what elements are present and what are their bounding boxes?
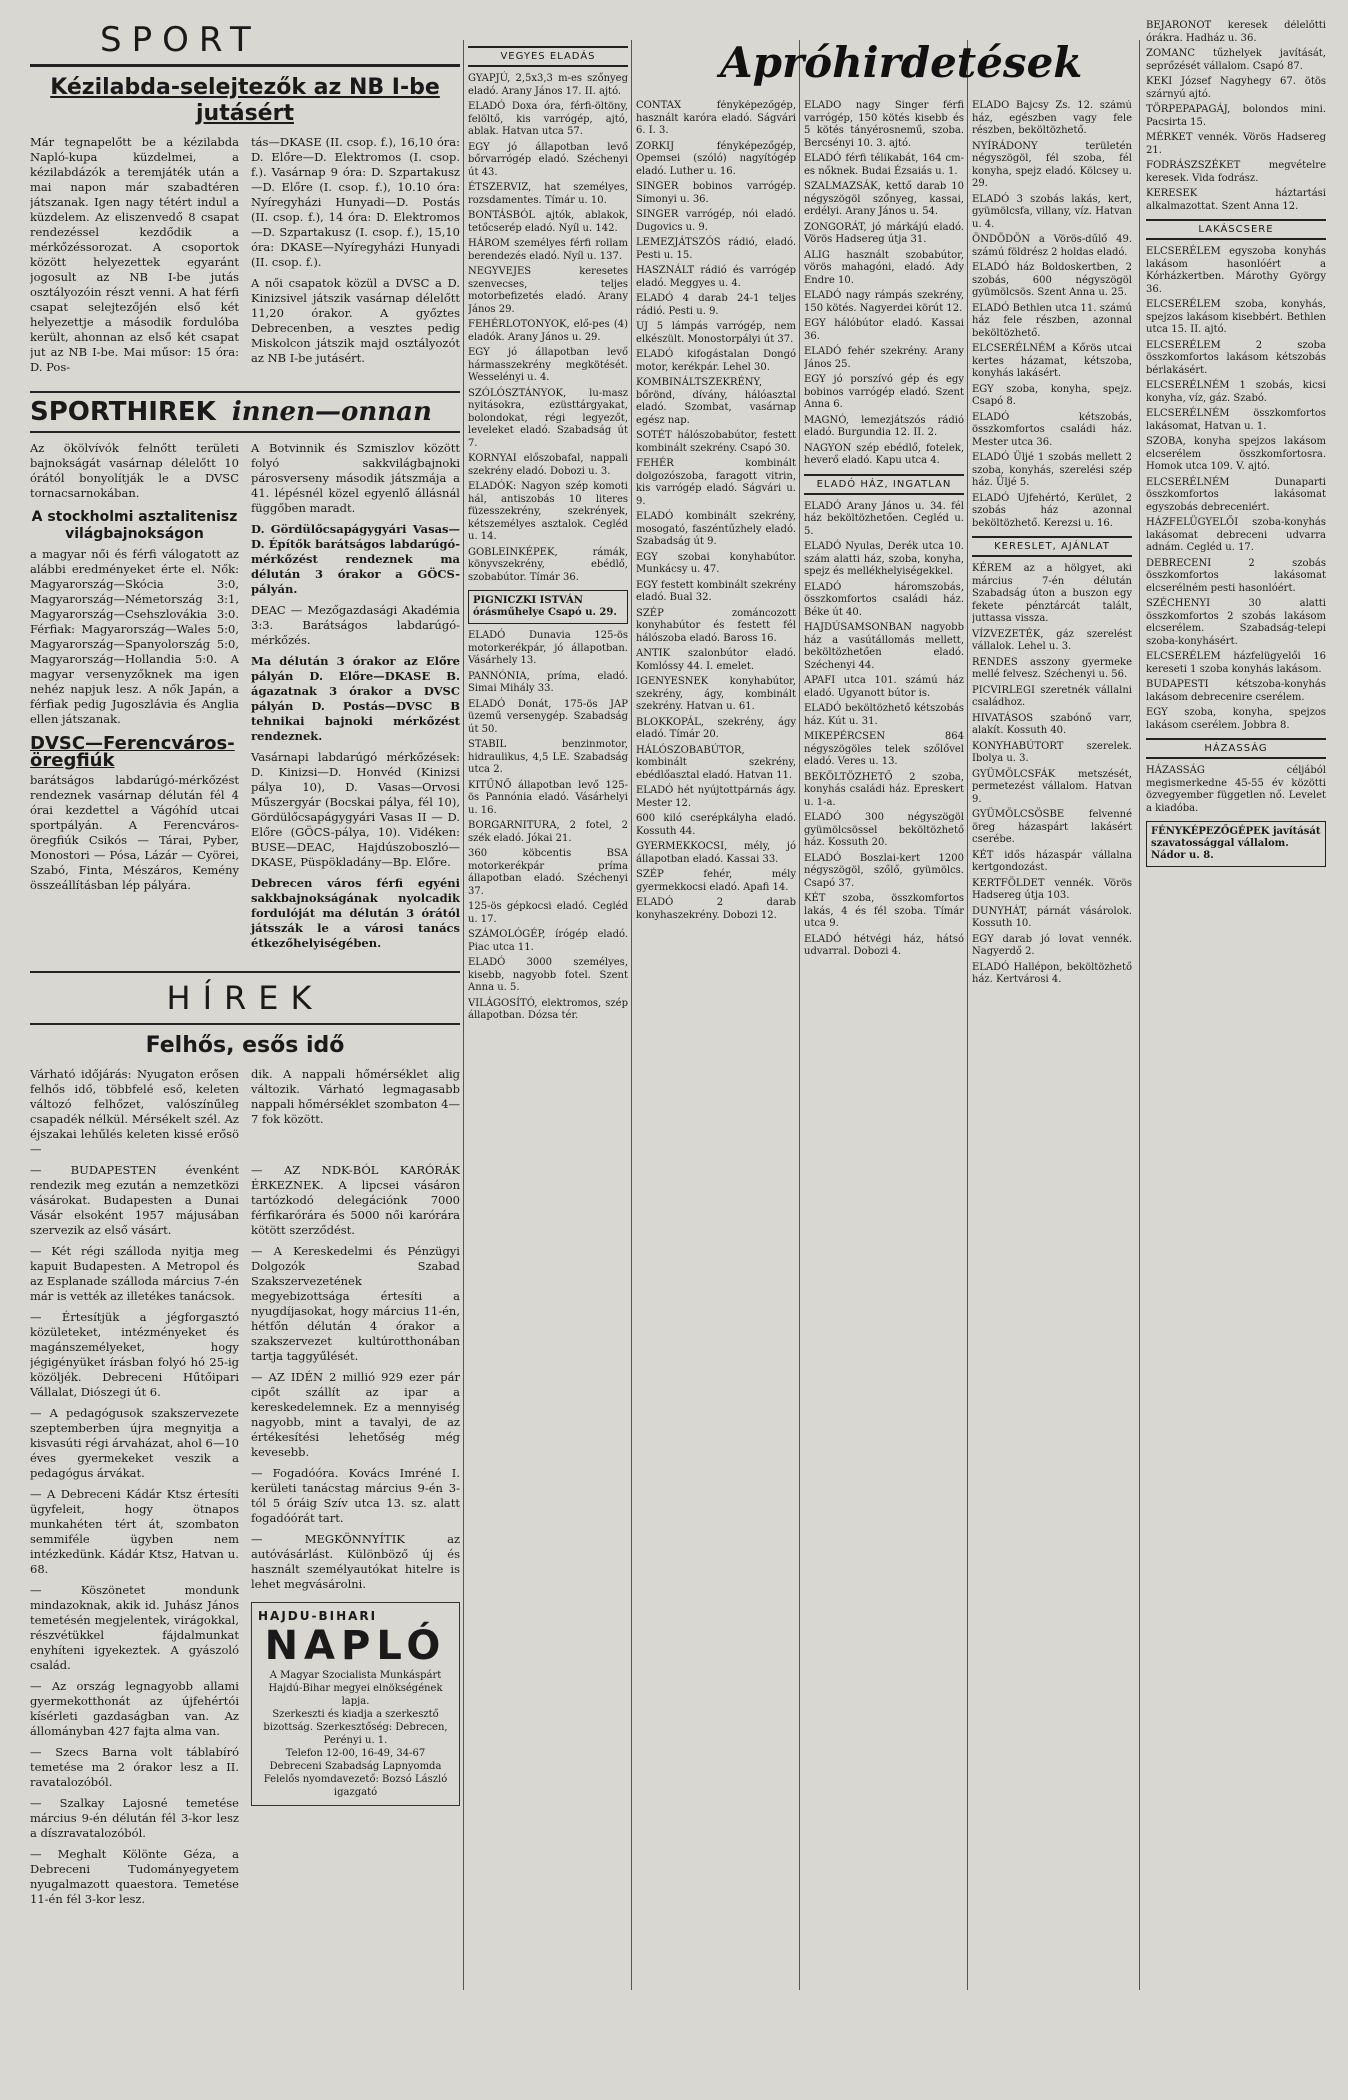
ads-column-c xyxy=(804,100,964,2100)
cat-haz: ELADÓ HÁZ, INGATLAN xyxy=(804,474,964,495)
ad-item: KONYHABÚTORT szerelek. Ibolya u. 3. xyxy=(972,740,1132,764)
ad-item: ÖNDÖDÖN a Vörös-dűlő 49. számú földrész 2 holdas eladó. xyxy=(972,234,1132,258)
hirek-left-item: — BUDAPESTEN évenként rendezik meg ezután a nemzetközi vásárokat. Budapesten a Dunai Vásár elsoként 1957 májusában szervezik az első vásárt. xyxy=(30,1163,239,1237)
masthead-info: Szerkeszti és kiadja a szerkesztő bizottság. Szerkesztőség: Debrecen, Perényi u. 1. xyxy=(263,1709,448,1746)
ad-item: ELADÓ Bethlen utca 11. számú ház fele részben, azonnal beköltözhető. xyxy=(972,302,1132,339)
ad-item: ELADÓ Arany János u. 34. fél ház beköltözhetően. Cegléd u. 5. xyxy=(804,500,964,537)
ad-item: ELADÓ kifogástalan Dongó motor, kerékpár. Lehel 30. xyxy=(636,349,796,373)
sport-section-title: SPORT xyxy=(30,0,460,67)
ad-item: ELADÓ Üljé 1 szobás mellett 2 szoba, konyhás, szerelési szép ház. Üljé 5. xyxy=(972,452,1132,488)
ads-column-e xyxy=(1146,20,1326,2020)
ad-item: ELCSERÉLNÉM 1 szobás, kicsi konyha, víz, gáz. Szabó. xyxy=(1146,380,1326,404)
ad-item: SOTÉT hálószobabútor, festett kombinált szekrény. Csapó 30. xyxy=(636,430,796,454)
ad-item: 360 köbcentis BSA motorkerékpár príma állapotban eladó. Széchenyi 37. xyxy=(468,848,628,897)
ad-item: SZÉP fehér, mély gyermekkocsi eladó. Apafi 14. xyxy=(636,869,796,893)
boxed-ad: PIGNICZKI ISTVÁN órásműhelye Csapó u. 29. xyxy=(468,590,628,624)
cat-hazassag: HÁZASSÁG xyxy=(1146,738,1326,759)
ad-item: DEBRECENI 2 szobás összkomfortos lakásomat elcserélném pesti hasonlóért. xyxy=(1146,557,1326,594)
masthead-title: NAPLÓ xyxy=(264,1623,447,1669)
boxed-ad: FÉNYKÉPEZŐGÉPEK javítását szavatossággal vállalom. Nádor u. 8. xyxy=(1146,821,1326,867)
ads-column-b xyxy=(636,100,796,2100)
hirek-left-item: — Két régi szálloda nyitja meg kapuit Budapesten. A Metropol és az Esplanade szálloda március 7-én már is vették az illetékes tanácsok. xyxy=(30,1244,239,1303)
ad-item: GYÜMÖLCSFÁK metszését, permetezést vállalom. Hatvan 9. xyxy=(972,768,1132,805)
ad-item: GYERMEKKOCSI, mély, jó állapotban eladó. Kassai 33. xyxy=(636,841,796,865)
ad-item: 125-ös gépkocsi eladó. Cegléd u. 17. xyxy=(468,901,628,925)
masthead-pre: HAJDU-BIHARI xyxy=(258,1609,378,1623)
ad-item: HÁZASSÁG céljából megismerkedne 45-55 év közötti özvegyember független nő. Levelet a kiadóba. xyxy=(1146,765,1326,814)
sporthirek-title: SPORTHIREK innen—onnan xyxy=(30,391,460,433)
sport-headline: Kézilabda-selejtezők az NB I-be jutásért xyxy=(50,75,440,126)
hirek-right-item: — MEGKÖNNYÍTIK az autóvásárlást. Különböző új és használt személyautókat hitelre is lehet megvásárolni. xyxy=(251,1532,460,1591)
ad-item: FEHÉR kombinált dolgozószoba, faragott vitrin, kis varrógép eladó. Ságvári u. 9. xyxy=(636,458,796,507)
ad-item: ELADÓK: Nagyon szép komoti hál, antiszobás 10 literes füzesszekrény, szekrények, kétszemélyes asztalok. Cegléd u. 14. xyxy=(468,481,628,542)
ad-item: KERESEK háztartási alkalmazottat. Szent Anna 12. xyxy=(1146,188,1326,212)
masthead-info: Felelős nyomdavezető: Bozsó László igazgató xyxy=(263,1774,448,1798)
hirek-right-item: — AZ IDÉN 2 millió 929 ezer pár cipőt szállít az ipar a kereskedelemnek. Ez a mennyiség nagyobb, mint a tavalyi, de az értékesítési lehetőség még kevesebb. xyxy=(251,1370,460,1459)
hirek-left-item: — A Debreceni Kádár Ktsz értesíti ügyfeleit, hogy ötnapos munkahéten tért át, szombaton semmiféle ügyben nem intézkedünk. Kádár Ktsz, Hatvan u. 68. xyxy=(30,1487,239,1576)
ad-item: SZOBA, konyha spejzos lakásom elcserélem összkomfortosra. Homok utca 109. V. ajtó. xyxy=(1146,436,1326,472)
ad-item: RENDES asszony gyermeke mellé felvesz. Széchenyi u. 56. xyxy=(972,656,1132,680)
ad-item: STABIL benzinmotor, hidraulikus, 4,5 LE. Szabadság utca 2. xyxy=(468,739,628,775)
sporthirek-r5: Vasárnapi labdarúgó mérkőzések: D. Kinizsi—D. Honvéd (Kinizsi pálya 10), D. Vasas—Orvosi Műszergyár (Bocskai pálya, fél 10), Gördülőcsapágygyári Vasas II — D. Előre (GÖCS-pálya, 10). Vidéken: BUSE—DEAC, Hajdúszoboszló—DKASE, Püspökladány—Bp. Előre. xyxy=(251,750,460,869)
ad-item: ELADÓ 4 darab 24-1 teljes rádió. Pesti u. 9. xyxy=(636,293,796,317)
hirek-left-item: — Értesítjük a jégforgasztó közületeket, intézményeket és magánszemélyeket, hogy jégigényüket írásban folyó hó 25-ig közöljék. Debreceni Hűtőipari Vállalat, Diószegi út 6. xyxy=(30,1310,239,1399)
ad-item: 600 kiló cserépkályha eladó. Kossuth 44. xyxy=(636,813,796,837)
hirek-right-item: — Fogadóóra. Kovács Imréné I. kerületi tanácstag március 9-én 3-tól 5 óráig Szív utca 13. sz. alatt fogadóórát tart. xyxy=(251,1466,460,1525)
ad-item: EGY festett kombinált szekrény eladó. Bual 32. xyxy=(636,579,796,603)
ad-item: KITŰNŐ állapotban levő 125-ös Pannónia eladó. Vásárhelyi u. 16. xyxy=(468,779,628,816)
sporthirek-r1: A Botvinnik és Szmiszlov között folyó sakkvilágbajnoki párosverseny második játszmája a 41. lépésnél közel egyenlő állásnál függőben maradt. xyxy=(251,441,460,515)
column-divider xyxy=(1139,40,1140,1990)
ad-item: ELADÓ Bajcsy Zs. 12. számú ház, egészben vagy fele részben, beköltözhető. xyxy=(972,100,1132,136)
ad-item: SINGER varrógép, nói eladó. Dugovics u. 9. xyxy=(636,209,796,233)
sport-article xyxy=(30,135,460,381)
ad-item: KERTFÖLDET vennék. Vörös Hadsereg útja 103. xyxy=(972,877,1132,901)
ad-item: ELADÓ Donát, 175-ös JAP üzemű versenygép. Szabadság út 50. xyxy=(468,698,628,735)
ad-item: GYAPJÚ, 2,5x3,3 m-es szőnyeg eladó. Arany János 17. II. ajtó. xyxy=(468,73,628,97)
ad-item: ELADÓ Nyulas, Derék utca 10. szám alatti ház, szoba, konyha, spejz és mellékhelyiségekkel. xyxy=(804,541,964,577)
ad-item: BUDAPESTI kétszoba-konyhás lakásom debrecenire cserélem. xyxy=(1146,679,1326,703)
ads-column-d xyxy=(972,100,1132,2100)
ad-item: DUNYHÁT, párnát vásárolok. Kossuth 10. xyxy=(972,905,1132,929)
ad-item: ELADÓ beköltözhető kétszobás ház. Kút u. 31. xyxy=(804,703,964,727)
weather-left: Várható időjárás: Nyugaton erősen felhős idő, többfelé eső, keleten változó felhőzet, valószínűleg csapadék nélkül. Mérsékelt szél. Az éjszakai lehűlés keleten kissé erősö— xyxy=(30,1067,239,1156)
column-divider xyxy=(967,40,968,1990)
ad-item: ELADÓ hét nyújtottpárnás ágy. Mester 12. xyxy=(636,785,796,809)
ad-item: ZORKIJ fényképezőgép, Opemsei (szóló) nagyítógép eladó. Luther u. 16. xyxy=(636,140,796,177)
ad-item: FODRÁSZSZÉKET megvételre keresek. Vida fodrász. xyxy=(1146,160,1326,184)
ad-item: ELADÓ hétvégi ház, hátsó udvarral. Dobozi 4. xyxy=(804,933,964,957)
ad-item: ELADÓ Hallépon, beköltözhető ház. Kertvárosi 4. xyxy=(972,961,1132,985)
ad-item: NEGYVEJES keresetes szenvecses, teljes motorbefizetés eladó. Arany János 29. xyxy=(468,266,628,315)
ad-item: EGY jó állapotban levő hármasszekrény megkötését. Wesselényi u. 4. xyxy=(468,347,628,383)
hirek-left-item: — Meghalt Kölönte Géza, a Debreceni Tudományegyetem nyugalmazott quaestora. Temetése 11-én fél 3-kor lesz. xyxy=(30,1847,239,1906)
hirek-left-item: — A pedagógusok szakszervezete szeptemberben újra megnyitja a kisvasúti régi árvaházat, ahol 6—10 éves gyermekeket veszik a pedagógus árvákat. xyxy=(30,1406,239,1480)
ad-item: ELCSERÉLNÉM a Kőrös utcai kertes házamat, kétszoba, konyhás lakásért. xyxy=(972,343,1132,379)
ad-item: VILÁGOSÍTÓ, elektromos, szép állapotban. Dózsa tér. xyxy=(468,997,628,1021)
masthead-info: A Magyar Szocialista Munkáspárt Hajdú-Bihar megyei elnökségének lapja. xyxy=(268,1670,443,1707)
ad-item: TÖRPEPAPAGÁJ, bolondos mini. Pacsirta 15. xyxy=(1146,104,1326,128)
masthead-info: Telefon 12-00, 16-49, 34-67 xyxy=(285,1748,426,1759)
hirek-left-item: — Szecs Barna volt táblabíró temetése ma 2 órakor lesz a II. ravatalozóból. xyxy=(30,1745,239,1789)
sporthirek-h1: A stockholmi asztalitenisz világbajnokságon xyxy=(31,509,238,542)
hirek-items xyxy=(30,1163,460,1913)
ad-item: EGY szoba, konyha, spejz. Csapó 8. xyxy=(972,383,1132,407)
ad-item: UJ 5 lámpás varrógép, nem elkészült. Monostorpályi út 37. xyxy=(636,321,796,345)
ad-item: KÉREM az a hölgyet, aki március 7-én délután Szabadság úton a buszon egy fekete pénztárcát talált, juttassa vissza. xyxy=(972,563,1132,624)
column-divider xyxy=(463,40,464,1990)
ad-item: ELADÓ Ujfehértó, Kerület, 2 szobás ház azonnal beköltözhető. Kerezsi u. 16. xyxy=(972,492,1132,529)
sport-column xyxy=(30,0,460,2000)
ad-item: GYÜMÖLCSÖSBE felvenné öreg házaspárt lakásért cserébe. xyxy=(972,809,1132,845)
sporthirek-body xyxy=(30,441,460,957)
masthead-info: Debreceni Szabadság Lapnyomda xyxy=(269,1761,442,1772)
ad-item: ALIG használt szobabútor, vörös mahagóni, eladó. Ady Endre 10. xyxy=(804,249,964,286)
ad-item: SZÉP zománcozott konyhabútor és festett fél hálószoba eladó. Baross 16. xyxy=(636,607,796,644)
ad-item: EGY szobai konyhabútor. Munkácsy u. 47. xyxy=(636,551,796,575)
ad-item: KOMBINÁLTSZEKRÉNY, bőrönd, dívány, hálóasztal eladó. Szombat, vasárnap egész nap. xyxy=(636,377,796,426)
cat-lakas: LAKÁSCSERE xyxy=(1146,219,1326,240)
ad-item: ANTIK szalonbútor eladó. Komlóssy 44. I. emelet. xyxy=(636,648,796,672)
ad-item: MAGNÓ, lemezjátszós rádió eladó. Burgundia 12. II. 2. xyxy=(804,414,964,438)
ad-item: KORNYAI előszobafal, nappali szekrény eladó. Dobozi u. 3. xyxy=(468,453,628,477)
sporthirek-r4: Ma délután 3 órakor az Előre pályán D. Előre—DKASE B. ágazatnak 3 órakor a DVSC pályán D. Postás—DVSC B tehnikai bajnoki mérkőzést rendeznek. xyxy=(251,654,460,743)
hirek-right-item: — AZ NDK-BÓL KARÓRÁK ÉRKEZNEK. A lipcsei vásáron tartózkodó delegációnk 7000 férfikarórára és 5000 női karórára kötött szerződést. xyxy=(251,1163,460,1237)
ad-item: ZONGORÁT, jó márkájú eladó. Vörös Hadsereg útja 31. xyxy=(804,221,964,245)
sporthirek-r6: Debrecen város férfi egyéni sakkbajnokságának nyolcadik fordulóját ma délután 3 órától játsszák le a városi tanács étkezőhelyiségében. xyxy=(251,876,460,950)
ad-item: HÁZFELÜGYELŐI szoba-konyhás lakásomat debreceni udvarra adnám. Cegléd u. 17. xyxy=(1146,517,1326,553)
ad-item: ELADÓ 3 szobás lakás, kert, gyümölcsfa, villany, víz. Hatvan u. 4. xyxy=(972,193,1132,230)
sporthirek-r3: DEAC — Mezőgazdasági Akadémia 3:3. Barátságos labdarúgó-mérkőzés. xyxy=(251,603,460,647)
ad-item: SINGER bobinos varrógép. Simonyi u. 36. xyxy=(636,181,796,205)
ad-item: IGENYESNEK konyhabútor, szekrény, ágy, kombinált szekrény. Hatvan u. 61. xyxy=(636,676,796,712)
hirek-left-item: — Köszönetet mondunk mindazoknak, akik id. Juhász János temetésén megjelentek, virágokkal, részvétükkel fájdalmunkat enyhíteni igyekeztek. A gyászoló család. xyxy=(30,1583,239,1672)
ad-item: PANNÓNIA, príma, eladó. Simai Mihály 33. xyxy=(468,670,628,694)
sporthirek-p2: a magyar női és férfi válogatott az alábbi eredményeket érte el. Nők: Magyarország—Skócia 3:0, Magyarország—Németország 3:1, Magyarország—Csehszlovákia 3:0. Férfiak: Magyarország—Wales 5:0, Magyarország—Spanyolország 5:0, Magyarország—Hollandia 5:0. A magyar versenyzőknek ma igen nehéz napjuk lesz. A nők Japán, a férfiak pedig Jugoszlávia és Anglia ellen játszanak. xyxy=(30,547,239,726)
ad-item: FEHÉRLOTONYOK, elő-pes (4) eladók. Arany János u. 29. xyxy=(468,319,628,343)
ad-item: EGY jó állapotban levő bőrvarrógép eladó. Széchenyi út 43. xyxy=(468,141,628,178)
ad-item: APAFI utca 101. számú ház eladó. Ugyanott bútor is. xyxy=(804,675,964,699)
ad-item: ÉTSZERVIZ, hat személyes, rozsdamentes. Tímár u. 10. xyxy=(468,182,628,206)
ad-item: ELCSERÉLEM egyszoba konyhás lakásom hasonlóért a Kórházkertben. Márothy György 36. xyxy=(1146,246,1326,295)
ad-item: NYÍRÁDONY területén négyszögöl, fél szoba, fél konyha, spejz eladó. Kölcsey u. 29. xyxy=(972,140,1132,189)
ad-item: BEKÖLTÖZHETŐ 2 szoba, konyhás családi ház. Epreskert u. 1-a. xyxy=(804,771,964,808)
hirek-left-item: — Az ország legnagyobb allami gyermekotthonát az újfehértói kísérleti gazdaságban van. Az állományban 427 fajta alma van. xyxy=(30,1679,239,1738)
ad-item: KÉT szoba, összkomfortos lakás, 4 és fél szoba. Tímár utca 9. xyxy=(804,893,964,929)
ad-item: ELADÓ fehér szekrény. Arany János 25. xyxy=(804,346,964,370)
ads-column-a xyxy=(468,40,628,2040)
ad-item: BONTÁSBÓL ajtók, ablakok, tetőcserép eladó. Nyíl u. 142. xyxy=(468,210,628,234)
ad-item: ELCSERÉLNÉM Dunaparti összkomfortos lakásomat egyszobás debreceniért. xyxy=(1146,476,1326,513)
ad-item: LEMEZJÁTSZÓS rádió, eladó. Pesti u. 15. xyxy=(636,237,796,261)
ad-item: ELADÓ Doxa óra, férfi-öltöny, felöltő, kis varrógép, ajtó, ablak. Hatvan utca 57. xyxy=(468,101,628,137)
ad-item: SZÁMOLÓGÉP, írógép eladó. Piac utca 11. xyxy=(468,929,628,953)
ad-item: ELADÓ kombinált szekrény, mosogató, faszéntűzhely eladó. Szabadság út 9. xyxy=(636,511,796,547)
ad-item: ELADÓ kétszobás, összkomfortos családi ház. Mester utca 36. xyxy=(972,411,1132,448)
ad-item: EGY hálóbútor eladó. Kassai 36. xyxy=(804,318,964,342)
masthead xyxy=(251,1602,460,1806)
ad-item: HAJDÚSAMSONBAN nagyobb ház a vasútállomás mellett, beköltözhetően eladó. Széchenyi 44. xyxy=(804,622,964,671)
sporthirek-h2: DVSC—Ferencváros-öregfiúk xyxy=(30,733,235,771)
ad-item: EGY szoba, konyha, spejzos lakásom cserélem. Jobbra 8. xyxy=(1146,707,1326,731)
weather xyxy=(30,1067,460,1163)
ad-item: ELADÓ Boszlai-kert 1200 négyszögöl, szőlő, gyümölcs. Csapó 37. xyxy=(804,852,964,889)
ad-item: KEKI József Nagyhegy 67. ötös szárnyú ajtó. xyxy=(1146,76,1326,100)
ad-item: SZÉCHENYI 30 alatti összkomfortos 2 szobás lakásom elcserélem. Szabadság-telepi szoba-konyhásért. xyxy=(1146,598,1326,647)
ad-item: KÉT idős házaspár vállalna kertgondozást. xyxy=(972,849,1132,873)
sporthirek-r2: D. Gördülőcsapágygyári Vasas—D. Építők barátságos labdarúgó-mérkőzést rendeznek ma délután 3 órakor a GÖCS-pályán. xyxy=(251,522,460,596)
column-divider xyxy=(799,40,800,1990)
ad-item: ELCSERÉLNÉM összkomfortos lakásomat, Hatvan u. 1. xyxy=(1146,408,1326,432)
ad-item: ELADÓ nagy Singer férfi varrógép, 150 kötés kisebb és 5 kötés tányérosnemű, szoba. Bercsényi 10. 3. ajtó. xyxy=(804,100,964,149)
ad-item: CONTAX fényképezőgép, használt karóra eladó. Ságvári 6. I. 3. xyxy=(636,100,796,136)
ad-item: SZALMAZSÁK, kettő darab 10 négyszögöl szőnyeg, kassai, erdélyi. Arany János u. 54. xyxy=(804,181,964,217)
ad-item: GOBLEINKÉPEK, rámák, könyvszekrény, ebédlő, szobabútor. Tímár 36. xyxy=(468,546,628,583)
ad-item: PICVIRLEGI szeretnék vállalni családhoz. xyxy=(972,684,1132,708)
ad-item: ZOMANC tűzhelyek javítását, seprőzését vállalom. Csapó 87. xyxy=(1146,48,1326,72)
hirek-title: HÍREK xyxy=(30,971,460,1025)
ad-item: ELADÓ nagy rámpás szekrény, 150 kötés. Nagyerdei körút 12. xyxy=(804,290,964,314)
ad-item: MIKEPÉRCSEN 864 négyszögöles telek szőlővel eladó. Veres u. 13. xyxy=(804,731,964,767)
ad-item: VÍZVEZETÉK, gáz szerelést vállalok. Lehel u. 3. xyxy=(972,628,1132,652)
sport-lead-right: tás—DKASE (II. csop. f.), 16,10 óra: D. Előre—D. Elektromos (I. csop. f.). Vasárnap 9 óra: D. Szpartakusz—D. Előre (I. csop. f.), 10.10 óra: Nyíregyházi Hunyadi—D. Postás (II. csop. f.), 14 óra: D. Elektromos—D. Szpartakusz (I. csop. f.), 15,10 óra: DKASE—Nyíregyházi Hunyadi (II. csop. f.). xyxy=(251,135,460,269)
ads-title: Apróhirdetések xyxy=(720,38,1083,87)
sport-lead: Már tegnapelőtt be a kézilabda Napló-kupa küzdelmei, a kézilabdázók a teremjáték után a mai napon már szabadtéren játszanak. Igen nagy tétért indul a küzdelem. Az eliszenvedő 8 csapat rendezéssel kezdődik a mérkőzéssorozat. A csoportok között helyezettek egyaránt jogosult az NB I-be jutás osztályozóin részt venni. A hat férfi csapat selejtezőjén első két helyezettje a második fordulóba került, ahonnan az első két csapat jut az NB I-be. Mai műsor: 15 óra: D. Pos- xyxy=(30,135,239,374)
ad-item: BLOKKOPÁL, szekrény, ágy eladó. Tímár 20. xyxy=(636,716,796,740)
ad-item: ELCSERÉLEM 2 szoba összkomfortos lakásom kétszobás bérlakásért. xyxy=(1146,339,1326,376)
hirek-left-item: — Szalkay Lajosné temetése március 9-én délután fél 3-kor lesz a díszravatalozóból. xyxy=(30,1796,239,1840)
sport-lead-right2: A női csapatok közül a DVSC a D. Kinizsivel játszik vasárnap délelőtt 11,20 órakor. A győztes Debrecenben, a vesztes pedig Miskolcon játszik majd osztályozót az NB I-be jutásért. xyxy=(251,276,460,365)
ad-item: HIVATÁSOS szabónő varr, alakít. Kossuth 40. xyxy=(972,712,1132,736)
ad-item: ELADÓ 300 négyszögöl gyümölcsössel beköltözhető ház. Kossuth 20. xyxy=(804,812,964,848)
ad-item: ELCSERÉLEM szoba, konyhás, spejzos lakásom kisebbért. Bethlen utca 15. II. ajtó. xyxy=(1146,299,1326,335)
ad-item: ELADÓ háromszobás, összkomfortos családi ház. Béke út 40. xyxy=(804,581,964,618)
ad-item: HÁLÓSZOBABÚTOR, kombinált szekrény, ebédlőasztal eladó. Hatvan 11. xyxy=(636,744,796,781)
ad-item: SZÓLÓSZTÁNYOK, lu-masz nyitásokra, ezüsttárgyakat, bolondokat, régi legyezőt, leveleket eladó. Szabadság út 7. xyxy=(468,387,628,449)
cat-vegyes: VEGYES ELADÁS xyxy=(468,46,628,67)
sporthirek-p3: barátságos labdarúgó-mérkőzést rendeznek vasárnap délután fél 4 órai kezdettel a Vágóhíd utcai sportpályán. A Ferencváros-öregfiúk Csikós — Tárai, Pyber, Monostori — Pósa, Lázár — Cyörei, Szabó, Finta, Mészáros, Kemény összeállításban lép pályára. xyxy=(30,773,239,892)
ad-item: BEJÁRÓNŐT keresek délelőtti órákra. Hadház u. 36. xyxy=(1146,20,1326,44)
ad-item: ELADÓ 3000 személyes, kisebb, nagyobb fotel. Szent Anna u. 5. xyxy=(468,957,628,993)
ad-item: EGY darab jó lovat vennék. Nagyerdő 2. xyxy=(972,933,1132,957)
weather-right: dik. A nappali hőmérséklet alig változik. Várható legmagasabb nappali hőmérséklet szombaton 4—7 fok között. xyxy=(251,1067,460,1126)
ad-item: ELADÓ 2 darab konyhaszekrény. Dobozi 12. xyxy=(636,897,796,921)
sporthirek-p1: Az ökölvívók felnőtt területi bajnokságát vasárnap délelőtt 10 órától bonyolítják le a DVSC tornacsarnokában. xyxy=(30,441,239,500)
ad-item: ELADÓ Dunavia 125-ös motorkerékpár, jó állapotban. Vásárhely 13. xyxy=(468,630,628,666)
column-divider xyxy=(631,40,632,1990)
ad-item: NAGYON szép ebédlő, fotelek, heverő eladó. Kapu utca 4. xyxy=(804,442,964,466)
ad-item: BORGARNITURA, 2 fotel, 2 szék eladó. Jókai 21. xyxy=(468,820,628,844)
ad-item: ELADÓ férfi télikabát, 164 cm-es nőknek. Budai Ézsaiás u. 1. xyxy=(804,153,964,177)
ad-item: EGY jó porszívó gép és egy bobinos varrógép eladó. Szent Anna 6. xyxy=(804,374,964,410)
ad-item: ELADÓ ház Boldoskertben, 2 szobás, 600 négyszögöl gyümölcsös. Szent Anna u. 25. xyxy=(972,262,1132,298)
hirek-headline: Felhős, esős idő xyxy=(145,1033,345,1058)
ad-item: HASZNÁLT rádió és varrógép eladó. Meggyes u. 4. xyxy=(636,265,796,289)
cat-kereslet: KERESLET, AJÁNLAT xyxy=(972,536,1132,557)
hirek-right-item: — A Kereskedelmi és Pénzügyi Dolgozók Szabad Szakszervezetének megyebizottsága értesíti a nyugdíjasokat, hogy március 11-én, hétfőn délután 4 órakor a szakszervezet kultúrotthonában tartja taggyűlését. xyxy=(251,1244,460,1363)
ad-item: MÉRKET vennék. Vörös Hadsereg 21. xyxy=(1146,132,1326,156)
ad-item: HÁROM személyes férfi rollam berendezés eladó. Nyíl u. 137. xyxy=(468,238,628,262)
ad-item: ELCSERÉLEM házfelügyelői 16 kereseti 1 szoba konyhás lakásom. xyxy=(1146,651,1326,675)
